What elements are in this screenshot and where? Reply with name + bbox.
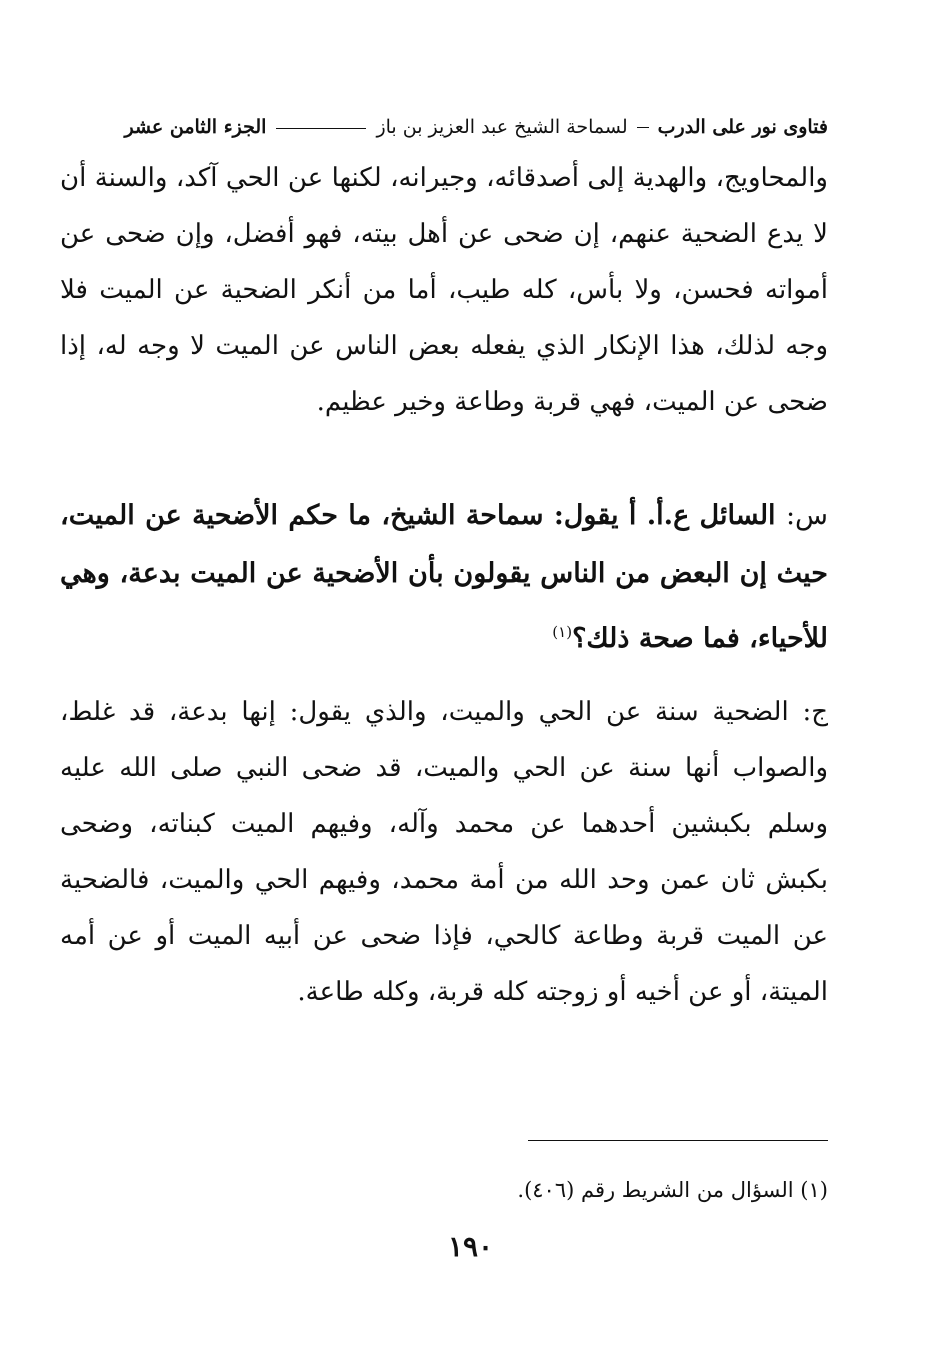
question-text: السائل ع.أ. أ يقول: سماحة الشيخ، ما حكم الأضحية عن الميت، حيث إن البعض من الناس يقولون بأن الأضحية عن الميت بدعة، وهي للأحياء، فما صحة ذلك؟ bbox=[60, 500, 828, 654]
answer-paragraph: ج: الضحية سنة عن الحي والميت، والذي يقول: إنها بدعة، قد غلط، والصواب أنها سنة عن الحي والميت، قد ضحى النبي صلى الله عليه وسلم بكبشين أحدهما عن محمد وآله، وفيهم الميت كبناته، وضحى بكبش ثان عمن وحد الله من أمة محمد، وفيهم الحي والميت، فالضحية عن الميت قربة وطاعة كالحي، فإذا ضحى عن أبيه الميت أو عن أمه الميتة، أو عن أخيه أو زوجته كله قربة، وكله طاعة. bbox=[60, 697, 828, 1007]
running-header bbox=[60, 110, 828, 144]
footnote-separator bbox=[528, 1140, 828, 1141]
paragraph-continuation: والمحاويج، والهدية إلى أصدقائه، وجيرانه، لكنها عن الحي آكد، والسنة أن لا يدع الضحية عنهم، إن ضحى عن أهل بيته، فهو أفضل، وإن ضحى عن أمواته فحسن، ولا بأس، كله طيب، أما من أنكر الضحية عن الميت فلا وجه لذلك، هذا الإنكار الذي يفعله بعض الناس عن الميت لا وجه له، إذا ضحى عن الميت، فهي قربة وطاعة وخير عظيم. bbox=[60, 163, 828, 417]
question-label: س: bbox=[785, 500, 828, 531]
question-block bbox=[60, 487, 828, 668]
header-dash bbox=[637, 127, 649, 128]
page-number: ١٩٠ bbox=[447, 1230, 494, 1263]
footnote: (١) السؤال من الشريط رقم (٤٠٦). bbox=[517, 1178, 828, 1202]
header-book-title: فتاوى نور على الدرب bbox=[657, 116, 828, 138]
footnote-reference: (١) bbox=[552, 623, 573, 641]
header-rule bbox=[276, 128, 366, 129]
header-volume: الجزء الثامن عشر bbox=[124, 116, 267, 138]
header-author: لسماحة الشيخ عبد العزيز بن باز bbox=[376, 116, 628, 138]
